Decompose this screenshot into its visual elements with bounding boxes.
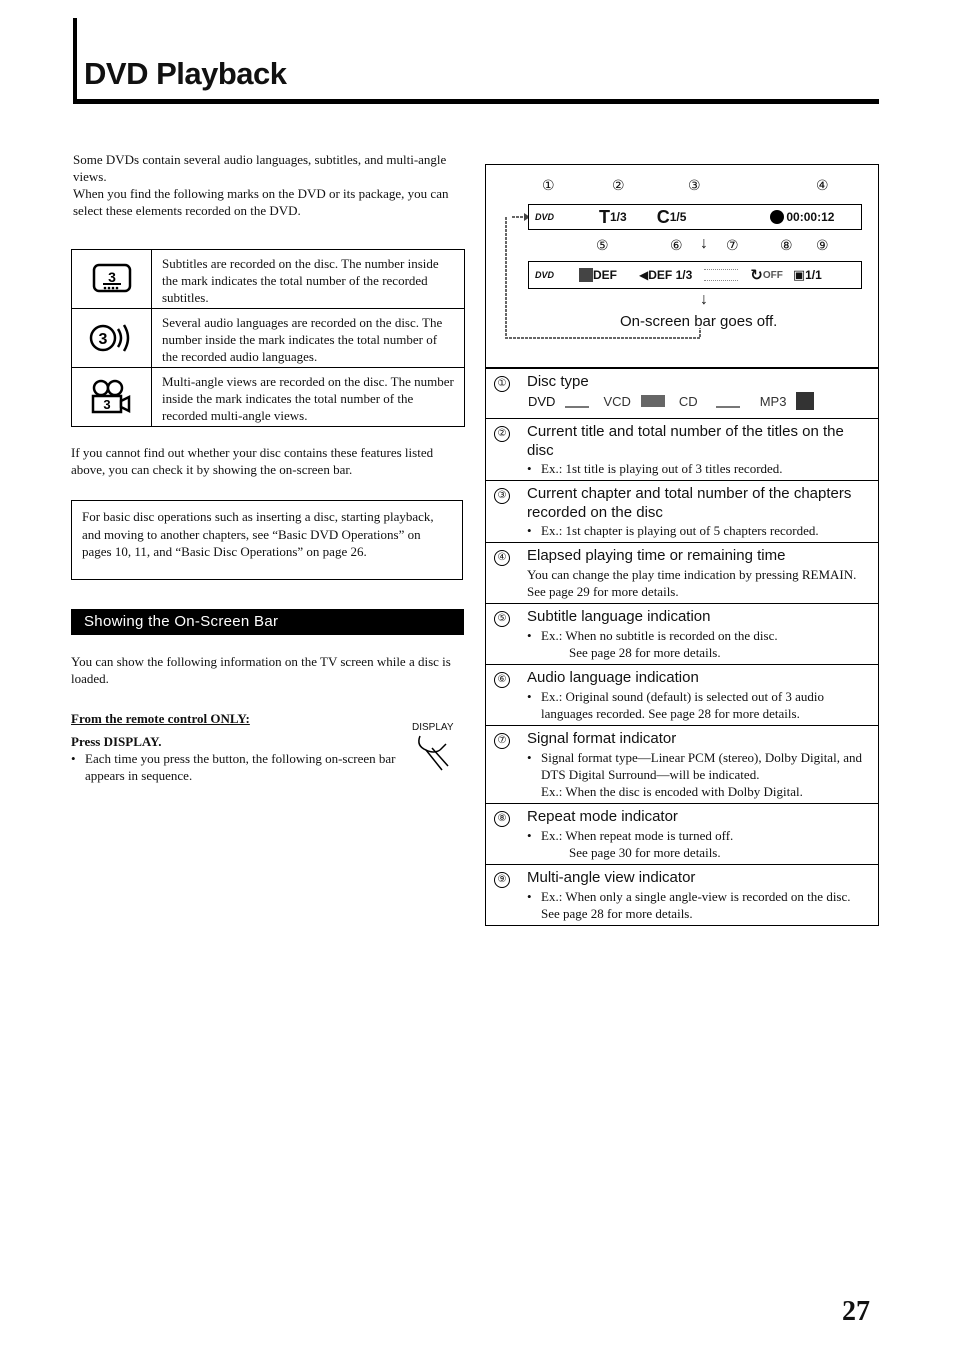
intro-paragraph-1: Some DVDs contain several audio languages, subtitles, and multi-angle views. <box>73 152 447 184</box>
item-repeat-mode: ⑧ Repeat mode indicator • Ex.: When repeat mode is turned off. See page 30 for more details. <box>486 803 878 864</box>
item-bullet: Ex.: Original sound (default) is selected out of 3 audio languages recorded. See page 28 for more details. <box>541 689 825 721</box>
time-icon <box>770 210 784 224</box>
item-detail: See page 30 for more details. <box>569 845 721 860</box>
dvd-disc-icon: DVD <box>535 212 555 222</box>
item-text: You can change the play time indication by pressing REMAIN. See page 29 for more details. <box>527 567 857 599</box>
onscreen-bar-2 <box>528 261 862 289</box>
item-playing-time <box>486 542 878 603</box>
chapter-indicator: 1/5 <box>669 210 687 224</box>
item-bullet: Ex.: When only a single angle-view is recorded on the disc. See page 28 for more details. <box>541 889 851 921</box>
subtitle-mark-icon <box>91 262 133 296</box>
repeat-indicator: OFF <box>762 269 783 281</box>
mp3-logo-icon <box>796 392 814 410</box>
angle-icon: ▣ <box>792 267 806 282</box>
page-number: 27 <box>842 1296 870 1327</box>
onscreen-bar-1 <box>528 204 862 230</box>
disc-type-vcd: VCD <box>603 393 631 409</box>
dvd-disc-icon: DVD <box>535 270 555 280</box>
item-bullet: Signal format type—Linear PCM (stereo), Dolby Digital, and DTS Digital Surround—will be indicated. <box>541 750 862 782</box>
audio-mark-icon <box>86 321 138 355</box>
press-display-instruction: Press DISPLAY. <box>71 734 162 749</box>
item-title: Elapsed playing time or remaining time <box>527 547 786 564</box>
audio-icon: ◀ <box>639 268 649 282</box>
down-arrow-icon: ↓ <box>700 291 708 308</box>
display-button-label: DISPLAY <box>412 722 454 733</box>
item-bullet: Ex.: 1st title is playing out of 3 titles recorded. <box>541 461 783 476</box>
diagram-num-7: ⑦ <box>726 237 739 253</box>
item-title: Audio language indication <box>527 669 699 686</box>
subtitle-icon <box>579 268 593 282</box>
item-number: ② <box>494 426 510 442</box>
item-title: Signal format indicator <box>527 730 677 747</box>
intro-paragraph-2: When you find the following marks on the DVD or its package, you can select these elements recorded on the DVD. <box>73 186 449 218</box>
marks-row-audio <box>72 308 464 367</box>
item-disc-type <box>486 368 878 418</box>
angle-mark-icon <box>87 379 137 415</box>
svg-text:3: 3 <box>107 269 116 285</box>
diagram-num-4: ④ <box>816 177 829 193</box>
diagram-num-5: ⑤ <box>596 237 609 253</box>
item-number: ③ <box>494 488 510 504</box>
item-number: ⑤ <box>494 611 510 627</box>
display-bullet: • Each time you press the button, the following on-screen bar appears in sequence. <box>71 751 396 783</box>
svg-text:3: 3 <box>98 331 107 348</box>
press-button-icon <box>412 732 456 776</box>
page-title: DVD Playback <box>84 56 287 91</box>
vcd-logo-icon <box>641 395 665 407</box>
item-title: Multi-angle view indicator <box>527 869 696 886</box>
item-number: ⑦ <box>494 733 510 749</box>
down-arrow-icon: ↓ <box>700 235 708 252</box>
marks-text-audio: Several audio languages are recorded on the disc. The number inside the mark indicates the total number of the recorded audio languages. <box>162 315 443 364</box>
title-icon: T <box>599 206 610 227</box>
item-multi-angle: ⑨ Multi-angle view indicator • Ex.: When only a single angle-view is recorded on the disc. See page 28 for more details. <box>486 864 878 925</box>
section-heading: Showing the On-Screen Bar <box>71 609 464 635</box>
repeat-icon: ↻ <box>750 267 763 284</box>
diagram-num-1: ① <box>542 177 555 193</box>
onscreen-bar-diagram <box>486 165 878 368</box>
marks-text-angles: Multi-angle views are recorded on the disc. The number inside the mark indicates the total number of the recorded multi-angle views. <box>162 374 454 423</box>
section-intro: You can show the following information on the TV screen while a disc is loaded. <box>71 654 451 686</box>
diagram-num-9: ⑨ <box>816 237 829 253</box>
bar-goes-off-label: On-screen bar goes off. <box>620 313 778 330</box>
title-bar-left-rule <box>73 18 77 104</box>
svg-text:3: 3 <box>102 397 111 412</box>
title-indicator: 1/3 <box>610 210 627 224</box>
diagram-num-8: ⑧ <box>780 237 793 253</box>
onscreen-bar-panel <box>485 164 879 926</box>
basic-operations-note: For basic disc operations such as inserting a disc, starting playback, and moving to another chapters, see “Basic DVD Operations” on pages 10, 11, and “Basic Disc Operations” on page 26. <box>71 500 463 580</box>
diagram-num-6: ⑥ <box>670 237 683 253</box>
item-bullet: Ex.: When no subtitle is recorded on the disc. <box>541 628 778 643</box>
item-detail: Ex.: When the disc is encoded with Dolby Digital. <box>541 784 803 799</box>
item-number: ⑥ <box>494 672 510 688</box>
subtitle-indicator: DEF <box>593 268 617 282</box>
remote-only-label: From the remote control ONLY: <box>71 711 250 726</box>
disc-type-mp3: MP3 <box>759 393 787 409</box>
title-rule <box>73 99 879 104</box>
item-number: ⑨ <box>494 872 510 888</box>
marks-row-angles <box>72 367 464 426</box>
item-title: Disc type <box>527 373 589 390</box>
item-number: ① <box>494 376 510 392</box>
disc-type-dvd: DVD <box>528 393 556 409</box>
item-number: ⑧ <box>494 811 510 827</box>
item-title: Repeat mode indicator <box>527 808 678 825</box>
disc-type-cd: CD <box>678 393 698 409</box>
item-signal-format: ⑦ Signal format indicator • Signal format type—Linear PCM (stereo), Dolby Digital, and DTS Digital Surround—will be indicated. Ex.: When the disc is encoded with Dolby Digital. <box>486 725 878 803</box>
marks-text-subtitles: Subtitles are recorded on the disc. The number inside the mark indicates the total number of the recorded subtitles. <box>162 256 439 305</box>
audio-indicator: DEF 1/3 <box>648 268 693 282</box>
item-bullet: Ex.: When repeat mode is turned off. <box>541 828 734 843</box>
intro-block <box>73 151 465 219</box>
item-title-number: ② Current title and total number of the titles on the disc • Ex.: 1st title is playing out of 3 titles recorded. <box>486 418 878 480</box>
item-bullet: Ex.: 1st chapter is playing out of 5 chapters recorded. <box>541 523 819 538</box>
time-indicator: 00:00:12 <box>786 210 835 224</box>
chapter-icon: C <box>656 206 670 227</box>
disc-marks-table <box>71 249 465 427</box>
item-detail: See page 28 for more details. <box>569 645 721 660</box>
diagram-num-3: ③ <box>688 177 701 193</box>
cd-logo-icon <box>716 394 740 408</box>
item-number: ④ <box>494 550 510 566</box>
item-chapter-number: ③ Current chapter and total number of the chapters recorded on the disc • Ex.: 1st chapter is playing out of 5 chapters recorded. <box>486 480 878 542</box>
check-paragraph: If you cannot find out whether your disc contains these features listed above, you can check it by showing the on-screen bar. <box>71 445 434 477</box>
item-title: Current chapter and total number of the chapters recorded on the disc <box>527 485 852 521</box>
item-audio-language: ⑥ Audio language indication • Ex.: Original sound (default) is selected out of 3 audio languages recorded. See page 28 for more details. <box>486 664 878 725</box>
diagram-num-2: ② <box>612 177 625 193</box>
dvd-logo-icon <box>565 394 589 408</box>
item-title: Current title and total number of the titles on the disc <box>527 423 844 459</box>
item-title: Subtitle language indication <box>527 608 711 625</box>
marks-row-subtitles <box>72 250 464 308</box>
angle-indicator: 1/1 <box>805 268 822 282</box>
item-subtitle-language: ⑤ Subtitle language indication • Ex.: When no subtitle is recorded on the disc. See page 28 for more details. <box>486 603 878 664</box>
signal-format-icon <box>704 269 738 281</box>
